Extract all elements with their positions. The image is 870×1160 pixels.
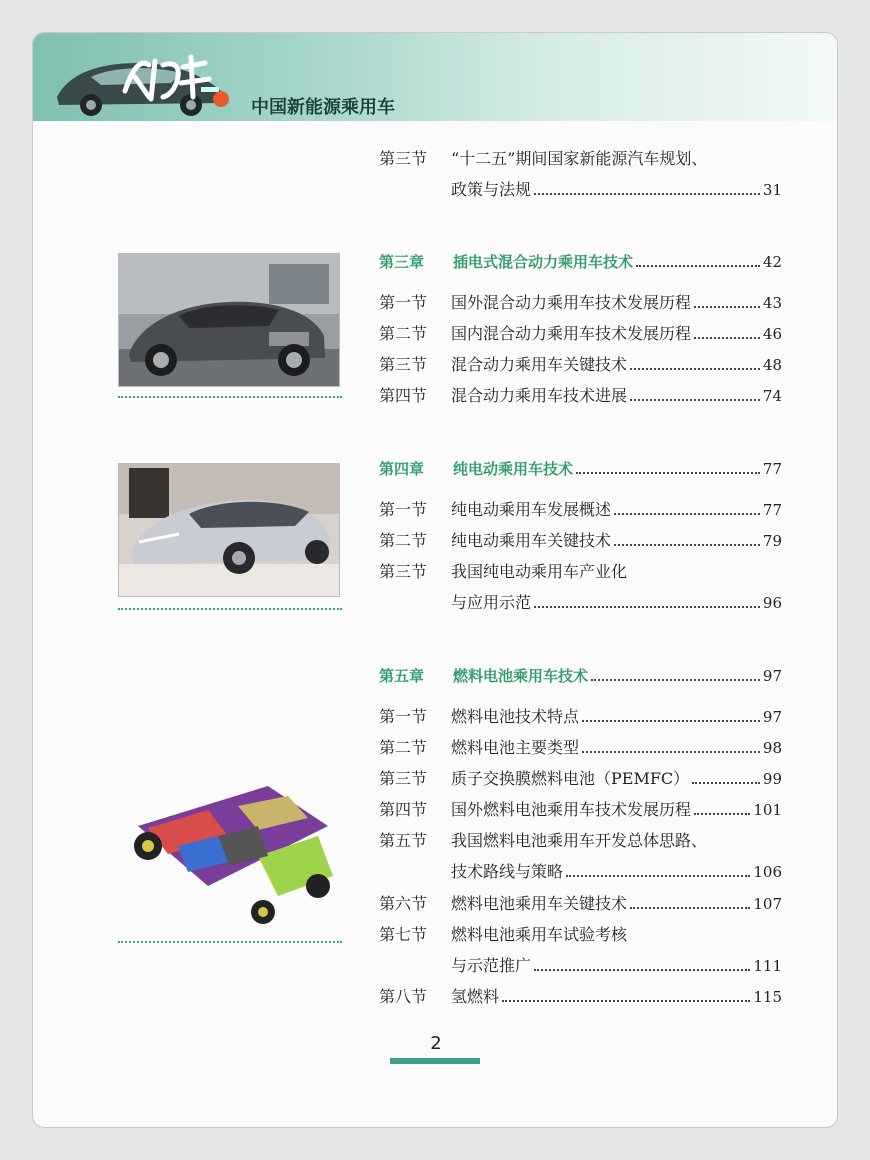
toc-section-entry xyxy=(379,734,782,762)
toc-section-entry xyxy=(379,382,782,410)
concept-ev-photo xyxy=(118,463,340,597)
toc-section-entry xyxy=(379,765,782,793)
toc-entry-label: 第五节 xyxy=(379,831,428,850)
toc-page-number: 99 xyxy=(762,770,782,788)
toc-section-entry xyxy=(379,921,782,949)
toc-entry-title: 混合动力乘用车技术进展 xyxy=(451,386,628,405)
toc-leader-dots xyxy=(582,720,760,722)
header-logo-calligraphy xyxy=(119,47,231,109)
toc-entry-title: 国外燃料电池乘用车技术发展历程 xyxy=(451,800,692,819)
photo-divider xyxy=(118,396,342,398)
toc-entry-continuation xyxy=(451,952,782,980)
page-number: 2 xyxy=(430,1033,442,1054)
toc-section-entry xyxy=(379,289,782,317)
toc-leader-dots xyxy=(534,193,760,195)
toc-entry-title: 纯电动乘用车发展概述 xyxy=(451,500,612,519)
page-number-bar xyxy=(390,1058,480,1064)
toc-entry-title-cont: 技术路线与策略 xyxy=(451,862,564,881)
toc-entry-label: 第五章 xyxy=(379,667,425,685)
toc-leader-dots xyxy=(694,813,750,815)
toc-leader-dots xyxy=(614,513,760,515)
toc-page-number: 77 xyxy=(762,501,782,519)
toc-entry-label: 第二节 xyxy=(379,738,428,757)
toc-page-number: 74 xyxy=(762,387,782,405)
toc-section-entry xyxy=(379,796,782,824)
toc-leader-dots xyxy=(630,907,750,909)
toc-leader-dots xyxy=(694,306,760,308)
toc-leader-dots xyxy=(636,265,760,267)
toc-entry-label: 第三节 xyxy=(379,149,428,168)
toc-leader-dots xyxy=(534,969,750,971)
toc-entry-label: 第三节 xyxy=(379,355,428,374)
toc-entry-continuation xyxy=(451,858,782,886)
toc-section-entry xyxy=(379,145,782,173)
photo-divider-2 xyxy=(118,608,342,610)
toc-page-number: 48 xyxy=(762,356,782,374)
toc-entry-label: 第六节 xyxy=(379,894,428,913)
toc-section-entry xyxy=(379,496,782,524)
toc-entry-label: 第一节 xyxy=(379,707,428,726)
toc-entry-title: “十二五”期间国家新能源汽车规划、 xyxy=(451,149,708,168)
toc-leader-dots xyxy=(630,368,760,370)
toc-page-number: 43 xyxy=(762,294,782,312)
toc-entry-label: 第三节 xyxy=(379,769,428,788)
toc-chapter-entry xyxy=(379,662,782,690)
toc-chapter-entry xyxy=(379,248,782,276)
toc-section-entry xyxy=(379,827,782,855)
toc-entry-label: 第四章 xyxy=(379,460,425,478)
toc-entry-label: 第二节 xyxy=(379,531,428,550)
toc-entry-label: 第八节 xyxy=(379,987,428,1006)
toc-entry-title: 燃料电池乘用车技术 xyxy=(453,667,589,685)
toc-leader-dots xyxy=(614,544,760,546)
toc-page-number: 77 xyxy=(762,460,782,478)
toc-page-number: 31 xyxy=(762,181,782,199)
toc-entry-label: 第四节 xyxy=(379,800,428,819)
toc-entry-title: 纯电动乘用车关键技术 xyxy=(451,531,612,550)
mercedes-s-class-photo xyxy=(118,253,340,387)
toc-leader-dots xyxy=(582,751,760,753)
toc-page-number: 97 xyxy=(762,708,782,726)
toc-leader-dots xyxy=(694,337,760,339)
toc-page-number: 79 xyxy=(762,532,782,550)
toc-page-number: 96 xyxy=(762,594,782,612)
toc-leader-dots xyxy=(630,399,760,401)
toc-section-entry xyxy=(379,890,782,918)
toc-section-entry xyxy=(379,558,782,586)
toc-page-number: 98 xyxy=(762,739,782,757)
toc-entry-title: 氢燃料 xyxy=(451,987,500,1006)
toc-entry-title-cont: 政策与法规 xyxy=(451,180,532,199)
toc-leader-dots xyxy=(534,606,760,608)
photo-divider-3 xyxy=(118,941,342,943)
toc-entry-title: 燃料电池乘用车试验考核 xyxy=(451,925,628,944)
toc-entry-label: 第七节 xyxy=(379,925,428,944)
toc-entry-label: 第三章 xyxy=(379,253,425,271)
toc-entry-title: 燃料电池技术特点 xyxy=(451,707,580,726)
toc-leader-dots xyxy=(502,1000,750,1002)
toc-page-number: 97 xyxy=(762,667,782,685)
toc-entry-title: 燃料电池乘用车关键技术 xyxy=(451,894,628,913)
toc-entry-title: 插电式混合动力乘用车技术 xyxy=(453,253,634,271)
fuel-cell-chassis-diagram xyxy=(118,766,340,926)
toc-entry-continuation xyxy=(451,589,782,617)
toc-section-entry xyxy=(379,527,782,555)
toc-section-entry xyxy=(379,703,782,731)
toc-entry-title: 质子交换膜燃料电池（PEMFC） xyxy=(451,769,690,788)
toc-section-entry xyxy=(379,351,782,379)
toc-page-number: 115 xyxy=(753,988,782,1006)
toc-entry-title: 混合动力乘用车关键技术 xyxy=(451,355,628,374)
toc-entry-label: 第一节 xyxy=(379,500,428,519)
toc-leader-dots xyxy=(591,679,760,681)
toc-page-number: 107 xyxy=(753,895,782,913)
toc-section-entry xyxy=(379,983,782,1011)
toc-page-number: 111 xyxy=(753,957,782,975)
toc-entry-title: 燃料电池主要类型 xyxy=(451,738,580,757)
toc-leader-dots xyxy=(576,472,760,474)
header-title: 中国新能源乘用车 xyxy=(251,97,395,118)
toc-entry-label: 第一节 xyxy=(379,293,428,312)
toc-entry-label: 第四节 xyxy=(379,386,428,405)
toc-page-number: 101 xyxy=(753,801,782,819)
toc-chapter-entry xyxy=(379,455,782,483)
toc-entry-title: 我国燃料电池乘用车开发总体思路、 xyxy=(451,831,708,850)
toc-entry-continuation xyxy=(451,176,782,204)
page-header xyxy=(33,33,837,121)
toc-entry-title-cont: 与应用示范 xyxy=(451,593,532,612)
toc-page-number: 42 xyxy=(762,253,782,271)
toc-entry-title: 纯电动乘用车技术 xyxy=(453,460,574,478)
toc-entry-title: 我国纯电动乘用车产业化 xyxy=(451,562,628,581)
toc-page-number: 46 xyxy=(762,325,782,343)
toc-entry-title-cont: 与示范推广 xyxy=(451,956,532,975)
toc-leader-dots xyxy=(692,782,760,784)
toc-leader-dots xyxy=(566,875,750,877)
toc-entry-title: 国外混合动力乘用车技术发展历程 xyxy=(451,293,692,312)
toc-entry-label: 第二节 xyxy=(379,324,428,343)
toc-entry-title: 国内混合动力乘用车技术发展历程 xyxy=(451,324,692,343)
toc-section-entry xyxy=(379,320,782,348)
toc-page-number: 106 xyxy=(753,863,782,881)
toc-entry-label: 第三节 xyxy=(379,562,428,581)
